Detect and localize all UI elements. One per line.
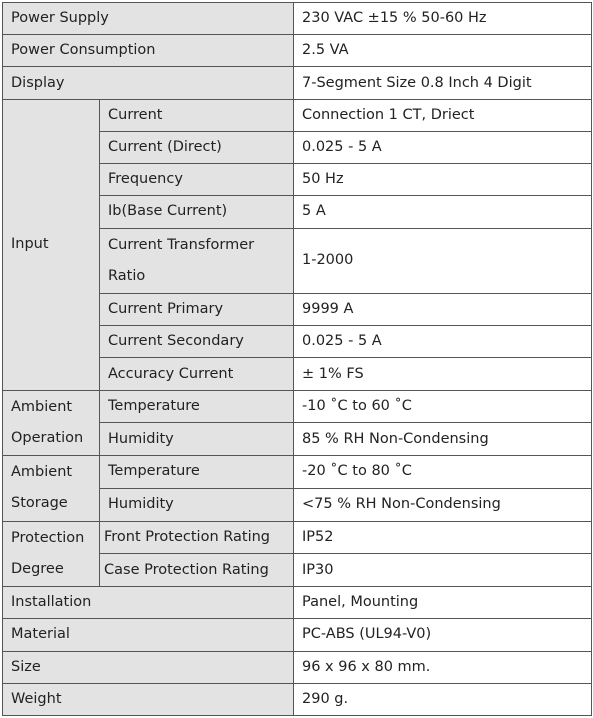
storage-temperature-label: Temperature: [100, 456, 294, 489]
ambient-storage-label: Ambient Storage: [3, 456, 100, 521]
input-frequency-value: 50 Hz: [294, 164, 592, 196]
storage-temperature-value: -20 ˚C to 80 ˚C: [294, 456, 592, 489]
material-label: Material: [3, 619, 294, 651]
ambient-operation-label: Ambient Operation: [3, 390, 100, 455]
operation-temperature-value: -10 ˚C to 60 ˚C: [294, 390, 592, 423]
power-consumption-label: Power Consumption: [3, 35, 294, 67]
table-row: [3, 67, 592, 99]
table-row: [3, 390, 592, 423]
storage-humidity-value: <75 % RH Non-Condensing: [294, 488, 592, 521]
front-protection-label: Front Protection Rating: [100, 521, 294, 554]
input-ct-ratio-label: Current Transformer Ratio: [100, 228, 294, 293]
input-current-direct-value: 0.025 - 5 A: [294, 131, 592, 163]
display-value: 7-Segment Size 0.8 Inch 4 Digit: [294, 67, 592, 99]
material-value: PC-ABS (UL94-V0): [294, 619, 592, 651]
input-frequency-label: Frequency: [100, 164, 294, 196]
power-consumption-value: 2.5 VA: [294, 35, 592, 67]
input-current-label: Current: [100, 99, 294, 131]
case-protection-value: IP30: [294, 554, 592, 587]
table-row: [3, 3, 592, 35]
installation-label: Installation: [3, 587, 294, 619]
size-label: Size: [3, 651, 294, 683]
operation-humidity-label: Humidity: [100, 423, 294, 456]
input-ct-ratio-value: 1-2000: [294, 228, 592, 293]
input-current-value: Connection 1 CT, Driect: [294, 99, 592, 131]
power-supply-value: 230 VAC ±15 % 50-60 Hz: [294, 3, 592, 35]
case-protection-label: Case Protection Rating: [100, 554, 294, 587]
table-row: [3, 521, 592, 554]
table-row: [3, 683, 592, 715]
input-base-current-value: 5 A: [294, 196, 592, 228]
input-accuracy-current-label: Accuracy Current: [100, 358, 294, 390]
spec-table: [2, 2, 592, 716]
weight-value: 290 g.: [294, 683, 592, 715]
table-row: [3, 587, 592, 619]
table-row: [3, 651, 592, 683]
input-accuracy-current-value: ± 1% FS: [294, 358, 592, 390]
input-current-primary-label: Current Primary: [100, 294, 294, 326]
size-value: 96 x 96 x 80 mm.: [294, 651, 592, 683]
input-current-direct-label: Current (Direct): [100, 131, 294, 163]
installation-value: Panel, Mounting: [294, 587, 592, 619]
table-row: [3, 456, 592, 489]
weight-label: Weight: [3, 683, 294, 715]
operation-temperature-label: Temperature: [100, 390, 294, 423]
table-row: [3, 35, 592, 67]
power-supply-label: Power Supply: [3, 3, 294, 35]
protection-degree-label: Protection Degree: [3, 521, 100, 586]
storage-humidity-label: Humidity: [100, 488, 294, 521]
front-protection-value: IP52: [294, 521, 592, 554]
table-row: [3, 99, 592, 131]
display-label: Display: [3, 67, 294, 99]
input-group-label: Input: [3, 99, 100, 390]
table-row: [3, 619, 592, 651]
input-current-secondary-value: 0.025 - 5 A: [294, 326, 592, 358]
input-current-primary-value: 9999 A: [294, 294, 592, 326]
input-base-current-label: Ib(Base Current): [100, 196, 294, 228]
operation-humidity-value: 85 % RH Non-Condensing: [294, 423, 592, 456]
input-current-secondary-label: Current Secondary: [100, 326, 294, 358]
